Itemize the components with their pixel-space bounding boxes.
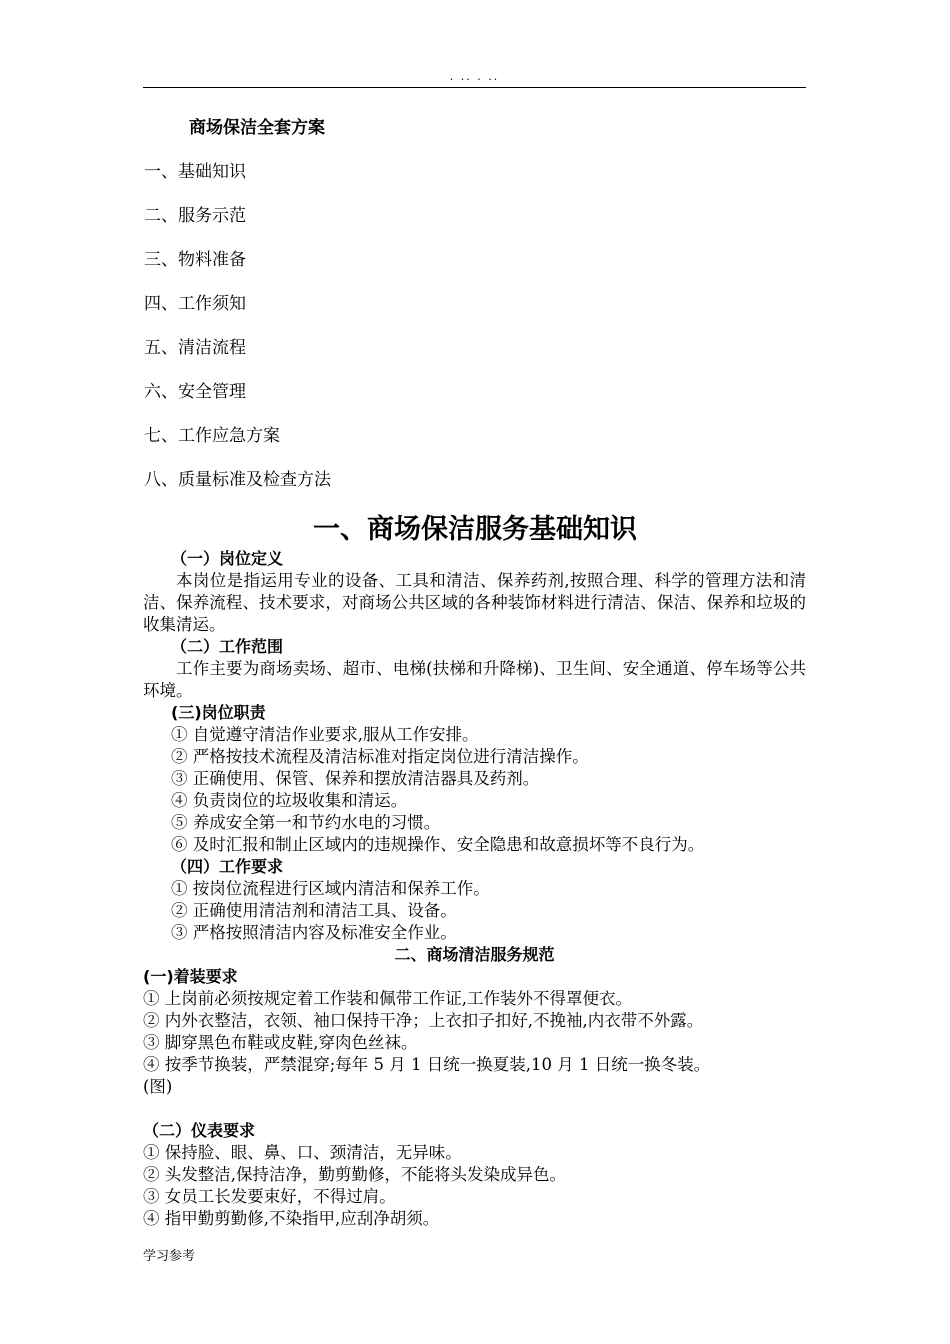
list-item: ② 头发整洁,保持洁净，勤剪勤修，不能将头发染成异色。 — [143, 1165, 566, 1184]
list-item: ① 上岗前必须按规定着工作装和佩带工作证,工作装外不得罩便衣。 — [143, 989, 632, 1008]
figure-placeholder: (图) — [143, 1077, 173, 1096]
toc-item: 一、基础知识 — [144, 162, 246, 182]
toc-item: 八、质量标准及检查方法 — [144, 470, 331, 490]
list-item: ⑥ 及时汇报和制止区域内的违规操作、安全隐患和故意损坏等不良行为。 — [171, 835, 705, 854]
list-item: ④ 按季节换装，严禁混穿;每年 5 月 1 日统一换夏装,10 月 1 日统一换冬装。 — [143, 1055, 711, 1074]
list-item: ④ 负责岗位的垃圾收集和清运。 — [171, 791, 408, 810]
toc-item: 三、物料准备 — [144, 250, 246, 270]
list-item: ① 自觉遵守清洁作业要求,服从工作安排。 — [171, 725, 479, 744]
blank-line — [143, 1098, 806, 1120]
toc-item: 四、工作须知 — [144, 294, 246, 314]
section-title: (一)着装要求 — [143, 967, 238, 986]
list-item: ② 严格按技术流程及清洁标准对指定岗位进行清洁操作。 — [171, 747, 589, 766]
page-footer: 学习参考 — [143, 1249, 196, 1264]
list-item: ③ 脚穿黑色布鞋或皮鞋,穿肉色丝袜。 — [143, 1033, 418, 1052]
list-item: ② 内外衣整洁，衣领、袖口保持干净；上衣扣子扣好,不挽袖,内衣带不外露。 — [143, 1011, 704, 1030]
list-item: ① 按岗位流程进行区域内清洁和保养工作。 — [171, 879, 490, 898]
chapter-1-title: 一、商场保洁服务基础知识 — [313, 514, 637, 545]
list-item: ② 正确使用清洁剂和清洁工具、设备。 — [171, 901, 457, 920]
list-item: ⑤ 养成安全第一和节约水电的习惯。 — [171, 813, 441, 832]
document-title: 商场保洁全套方案 — [189, 118, 325, 138]
document-body — [143, 548, 806, 1230]
toc-item: 六、安全管理 — [144, 382, 246, 402]
section-title: （一）岗位定义 — [171, 549, 284, 568]
section-title: （四）工作要求 — [171, 857, 284, 876]
paragraph: 工作主要为商场卖场、超市、电梯(扶梯和升降梯)、卫生间、安全通道、停车场等公共环境。 — [143, 659, 806, 700]
paragraph: 本岗位是指运用专业的设备、工具和清洁、保养药剂,按照合理、科学的管理方法和清洁、保养流程、技术要求，对商场公共区域的各种装饰材料进行清洁、保洁、保养和垃圾的收集清运。 — [143, 571, 806, 634]
page-header: . .. . .. — [449, 70, 500, 83]
list-item: ④ 指甲勤剪勤修,不染指甲,应刮净胡须。 — [143, 1209, 440, 1228]
section-title: （二）工作范围 — [171, 637, 284, 656]
list-item: ③ 正确使用、保管、保养和摆放清洁器具及药剂。 — [171, 769, 540, 788]
list-item: ③ 女员工长发要束好，不得过肩。 — [143, 1187, 396, 1206]
section-title: (三)岗位职责 — [171, 703, 266, 722]
header-rule — [143, 87, 806, 88]
list-item: ③ 严格按照清洁内容及标准安全作业。 — [171, 923, 457, 942]
list-item: ① 保持脸、眼、鼻、口、颈清洁，无异味。 — [143, 1143, 462, 1162]
toc-item: 二、服务示范 — [144, 206, 246, 226]
toc-item: 五、清洁流程 — [144, 338, 246, 358]
chapter-2-title: 二、商场清洁服务规范 — [394, 945, 555, 964]
section-title: （二）仪表要求 — [143, 1121, 256, 1140]
toc-item: 七、工作应急方案 — [144, 426, 280, 446]
